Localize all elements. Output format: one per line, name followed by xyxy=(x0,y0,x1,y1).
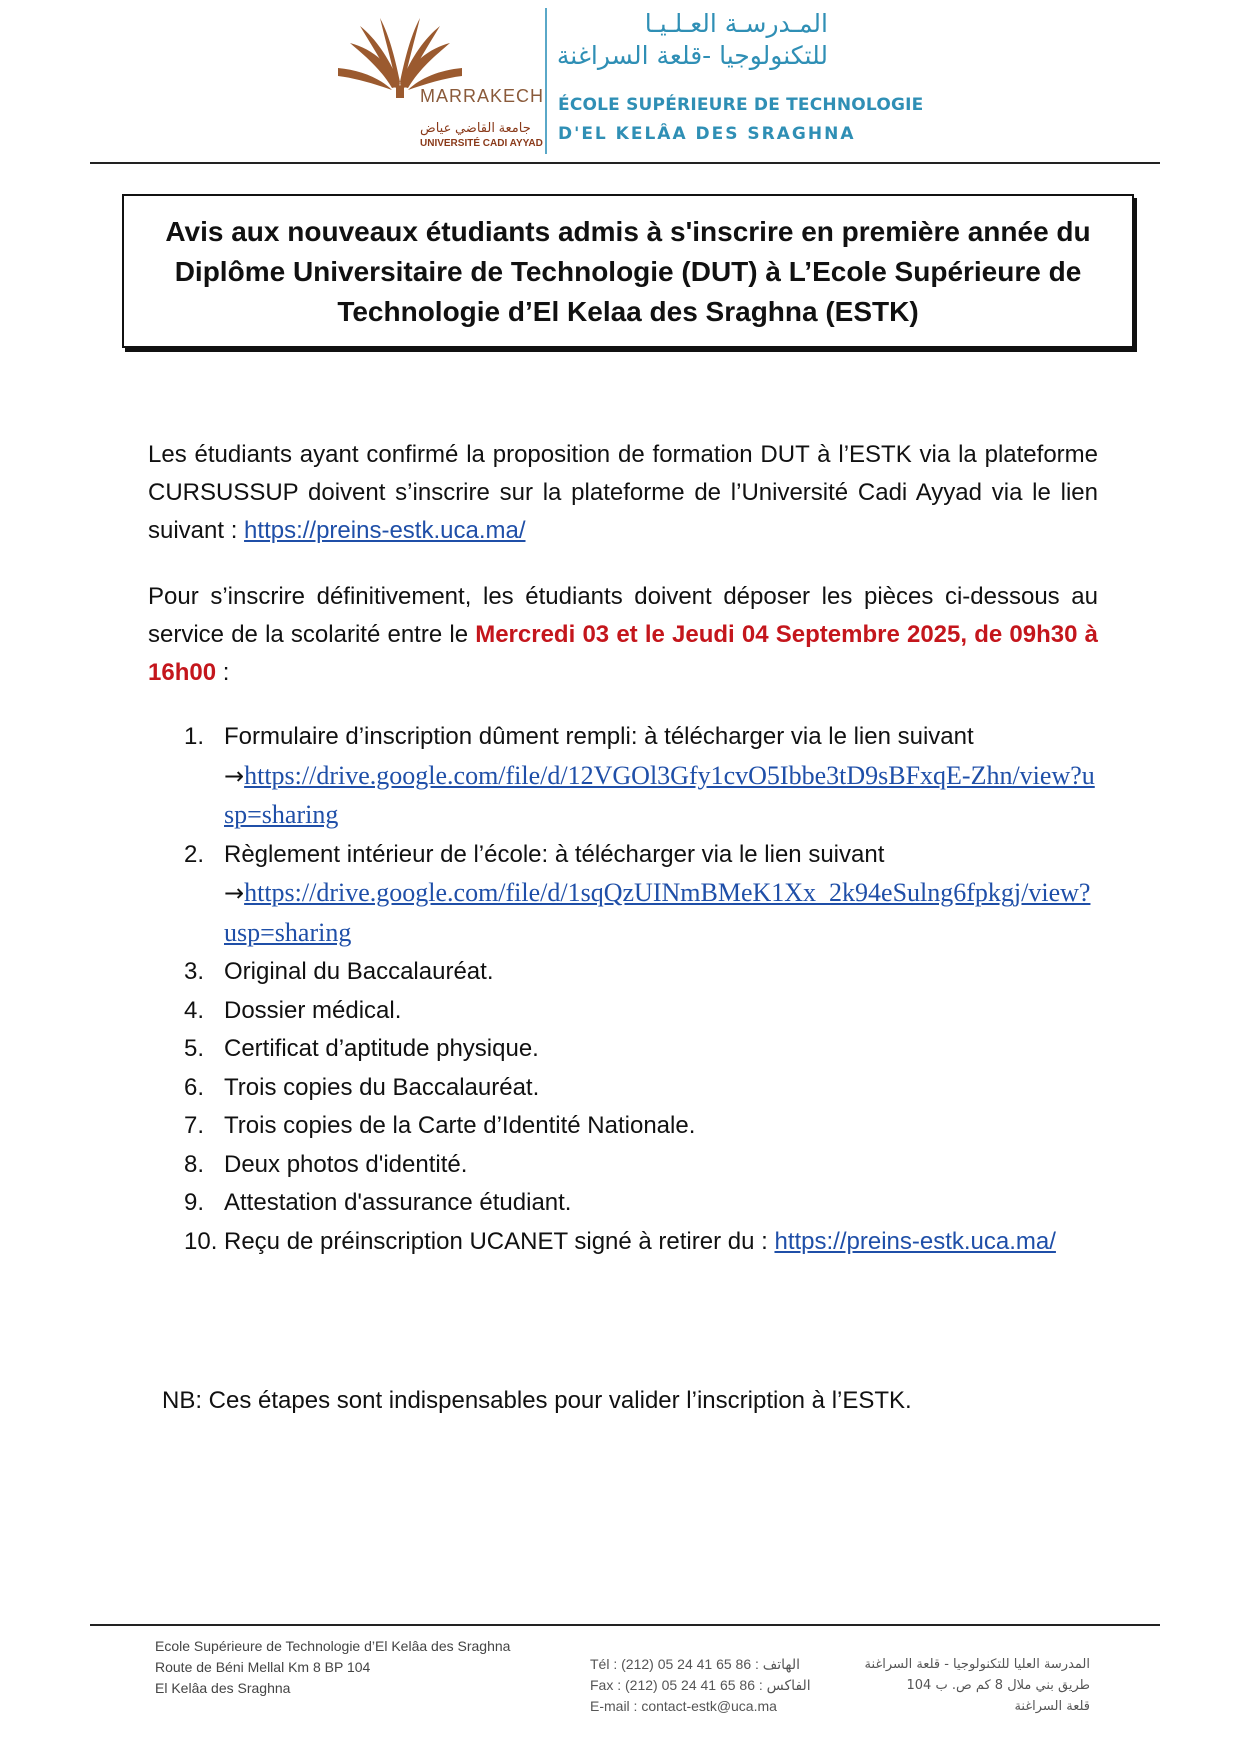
arrow-icon: → xyxy=(224,879,245,907)
school-name-french-line1: ÉCOLE SUPÉRIEURE DE TECHNOLOGIE xyxy=(558,95,924,115)
footer-ar-line3: قلعة السراغنة xyxy=(1014,1699,1090,1714)
list-item-number: 3. xyxy=(184,958,205,985)
list-item-text: Formulaire d’inscription dûment rempli: à télécharger via le lien suivant xyxy=(224,723,974,750)
nb-note: NB: Ces étapes sont indispensables pour valider l’inscription à l’ESTK. xyxy=(162,1387,912,1414)
footer-ar-line1: المدرسة العليا للتكنولوجيا - قلعة السراغنة xyxy=(864,1657,1090,1672)
list-item-text: Attestation d'assurance étudiant. xyxy=(224,1189,572,1216)
paragraph-deposit-end: : xyxy=(216,659,230,686)
logo-marrakech-text: MARRAKECH xyxy=(420,86,545,106)
list-item-text: Trois copies de la Carte d’Identité Nationale. xyxy=(224,1112,696,1139)
preins-link[interactable]: https://preins-estk.uca.ma/ xyxy=(244,517,526,544)
footer-fax: Fax : (212) 05 24 41 65 86 : الفاكس xyxy=(590,1677,811,1693)
footer-address-line1: Ecole Supérieure de Technologie d’El Kelâa des Sraghna xyxy=(155,1638,511,1654)
header-rule xyxy=(90,162,1160,164)
notice-title-box xyxy=(122,194,1134,348)
footer-address xyxy=(155,1636,510,1699)
list-item-text: Certificat d’aptitude physique. xyxy=(224,1035,539,1062)
list-item-number: 5. xyxy=(184,1035,205,1062)
list-item xyxy=(148,1069,1098,1108)
paragraph-registration-text: Les étudiants ayant confirmé la proposition de formation DUT à l’ESTK via la plateforme CURSUSSUP doivent s’inscrire sur la plateforme de l’Université Cadi Ayyad via le lien suivant : xyxy=(148,441,1098,544)
receipt-link[interactable]: https://preins-estk.uca.ma/ xyxy=(774,1227,1056,1255)
paragraph-deposit xyxy=(148,578,1098,692)
list-item xyxy=(148,1184,1098,1223)
rules-download-link[interactable]: https://drive.google.com/file/d/1sqQzUINmBMeK1Xx_2k94eSulng6fpkgj/view?usp=sharing xyxy=(224,878,1091,947)
list-item xyxy=(148,1146,1098,1185)
notice-title: Avis aux nouveaux étudiants admis à s'inscrire en première année du Diplôme Universitaire de Technologie (DUT) à L’Ecole Supérieure de Technologie d’El Kelaa des Sraghna (ESTK) xyxy=(165,216,1091,327)
paragraph-deposit-text: Pour s’inscrire définitivement, les étudiants doivent déposer les pièces ci-dessous au service de la scolarité entre le xyxy=(148,583,1098,648)
footer-address-line3: El Kelâa des Sraghna xyxy=(155,1680,291,1696)
list-item xyxy=(148,718,1098,836)
list-item-number: 8. xyxy=(184,1150,205,1178)
list-item-text: Deux photos d'identité. xyxy=(224,1150,468,1178)
footer-contact xyxy=(590,1654,811,1717)
form-download-link[interactable]: https://drive.google.com/file/d/12VGOl3Gfy1cvO5Ibbe3tD9sBFxqE-Zhn/view?usp=sharing xyxy=(224,760,1095,829)
list-item-number: 9. xyxy=(184,1189,205,1216)
logo-uca-arabic: جامعة القاضي عياض xyxy=(420,120,531,135)
deposit-dates: Mercredi 03 et le Jeudi 04 Septembre 2025, de 09h30 à 16h00 xyxy=(148,621,1098,686)
list-item xyxy=(148,836,1098,954)
header-separator xyxy=(545,8,547,154)
school-name-arabic-line2: للتكنولوجيا -قلعة السراغنة xyxy=(556,41,828,70)
arrow-icon: → xyxy=(224,761,245,790)
documents-list xyxy=(148,718,1098,1261)
school-name-french-line2: D'EL KELÂA DES SRAGHNA xyxy=(558,124,856,144)
list-item xyxy=(148,1030,1098,1069)
list-item-number: 10. xyxy=(184,1227,218,1255)
list-item-text: Original du Baccalauréat. xyxy=(224,958,494,985)
list-item xyxy=(148,1107,1098,1146)
list-item xyxy=(148,953,1098,992)
list-item-number: 6. xyxy=(184,1073,205,1101)
list-item-text: Reçu de préinscription UCANET signé à retirer du : xyxy=(224,1227,775,1255)
list-item-text: Trois copies du Baccalauréat. xyxy=(224,1073,540,1101)
list-item-text: Règlement intérieur de l’école: à télécharger via le lien suivant xyxy=(224,840,885,868)
list-item-number: 1. xyxy=(184,723,205,750)
list-item-number: 2. xyxy=(184,840,205,868)
school-name-arabic xyxy=(556,8,828,72)
school-name-arabic-line1: المـدرسـة العـلـيـا xyxy=(644,9,828,38)
paragraph-registration xyxy=(148,436,1098,550)
footer-tel: Tél : (212) 05 24 41 65 86 : الهاتف xyxy=(590,1656,801,1672)
footer-address-arabic xyxy=(820,1654,1090,1717)
footer-rule xyxy=(90,1624,1160,1626)
list-item-number: 4. xyxy=(184,996,205,1024)
logo-uca-french: UNIVERSITÉ CADI AYYAD xyxy=(420,138,543,149)
footer-address-line2: Route de Béni Mellal Km 8 BP 104 xyxy=(155,1659,371,1675)
footer-email[interactable]: E-mail : contact-estk@uca.ma xyxy=(590,1698,777,1714)
list-item xyxy=(148,992,1098,1031)
footer-ar-line2: طريق بني ملال 8 كم ص. ب 104 xyxy=(906,1678,1090,1693)
list-item-text: Dossier médical. xyxy=(224,996,402,1024)
list-item xyxy=(148,1223,1098,1262)
list-item-number: 7. xyxy=(184,1112,205,1139)
